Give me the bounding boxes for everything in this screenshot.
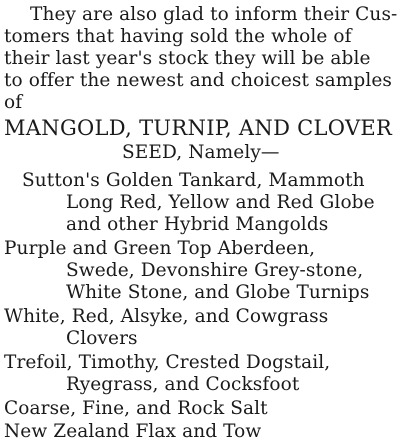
list-item-1-line-1: Sutton's Golden Tankard, Mammoth [22,170,365,191]
list-item-3-line-2: Clovers [66,328,138,349]
list-item-2-line-2: Swede, Devonshire Grey-stone, [66,260,364,281]
intro-line-1: They are also glad to inform their Cus- [30,4,398,25]
heading-line-1: MANGOLD, TURNIP, AND CLOVER [4,116,393,140]
list-item-3-line-1: White, Red, Alsyke, and Cowgrass [4,306,329,327]
list-item-2-line-1: Purple and Green Top Aberdeen, [4,238,316,259]
list-item-6-line-1: New Zealand Flax and Tow [4,421,262,442]
list-item-4-line-2: Ryegrass, and Cocksfoot [66,374,300,395]
intro-line-3: their last year's stock they will be able [4,48,371,69]
intro-line-5: of [4,92,23,113]
list-item-1-line-3: and other Hybrid Mangolds [66,214,329,235]
list-item-1-line-2: Long Red, Yellow and Red Globe [66,192,375,213]
list-item-4-line-1: Trefoil, Timothy, Crested Dogstail, [4,352,331,373]
intro-line-4: to offer the newest and choicest samples [4,70,392,91]
list-item-2-line-3: White Stone, and Globe Turnips [66,282,370,303]
intro-line-2: tomers that having sold the whole of [4,26,352,47]
heading-line-2: SEED, Namely— [122,142,280,163]
list-item-5-line-1: Coarse, Fine, and Rock Salt [4,398,268,419]
